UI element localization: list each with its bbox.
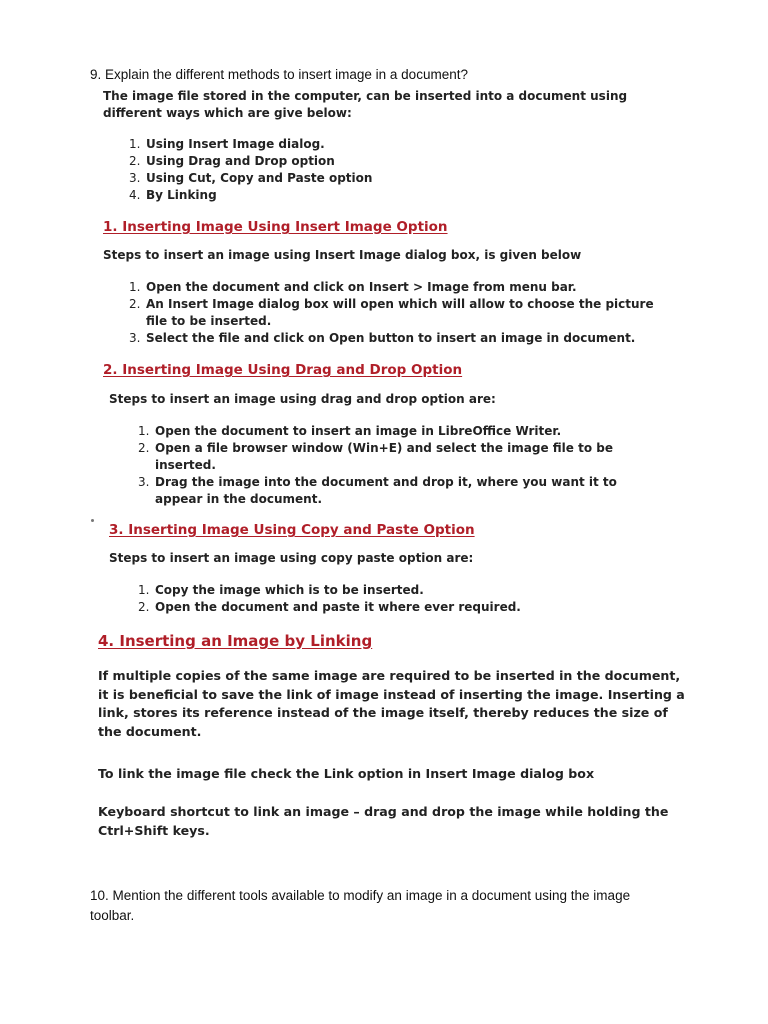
list-item-continuation: file to be inserted.: [146, 314, 272, 328]
list-item-continuation: appear in the document.: [155, 492, 323, 506]
section-1-heading: 1. Inserting Image Using Insert Image Option: [103, 219, 448, 235]
question-9: 9. Explain the different methods to insert image in a document?: [90, 67, 468, 82]
section-2-intro: Steps to insert an image using drag and drop option are:: [109, 392, 496, 406]
intro-line-2: different ways which are give below:: [103, 106, 352, 120]
list-item: 3. Using Cut, Copy and Paste option: [129, 171, 373, 185]
list-item: 1. Using Insert Image dialog.: [129, 137, 325, 151]
question-10-line-1: 10. Mention the different tools available to modify an image in a document using the image: [90, 888, 631, 903]
section-1-intro: Steps to insert an image using Insert Image dialog box, is given below: [103, 248, 582, 262]
intro-line-1: The image file stored in the computer, can be inserted into a document using: [103, 89, 628, 103]
intro-paragraph: [103, 88, 627, 122]
section-3-intro: Steps to insert an image using copy paste option are:: [109, 551, 474, 565]
shortcut-note: [98, 803, 668, 840]
question-10: [90, 886, 630, 926]
methods-list: [129, 136, 372, 204]
list-item: 4. By Linking: [129, 188, 217, 202]
list-item-continuation: inserted.: [155, 458, 216, 472]
section-4-paragraph: [98, 667, 685, 741]
section-4-heading: 4. Inserting an Image by Linking: [98, 632, 373, 650]
stray-dot: [91, 519, 94, 522]
section-2-steps: [138, 423, 617, 508]
question-10-line-2: toolbar.: [90, 908, 135, 923]
section-3-steps: [138, 582, 521, 616]
section-1-steps: [129, 279, 654, 347]
section-2-heading: 2. Inserting Image Using Drag and Drop Option: [103, 362, 463, 378]
list-item: 1. Copy the image which is to be inserted.: [138, 583, 424, 597]
list-item: 2. Open a file browser window (Win+E) and select the image file to be: [138, 441, 613, 455]
list-item: 2. An Insert Image dialog box will open which will allow to choose the picture: [129, 297, 654, 311]
list-item: 3. Select the file and click on Open button to insert an image in document.: [129, 331, 636, 345]
list-item: 3. Drag the image into the document and drop it, where you want it to: [138, 475, 617, 489]
list-item: 1. Open the document and click on Insert > Image from menu bar.: [129, 280, 577, 294]
paragraph-line: it is beneficial to save the link of image instead of inserting the image. Inserting a: [98, 686, 685, 702]
shortcut-line-2: Ctrl+Shift keys.: [98, 822, 210, 838]
paragraph-line: If multiple copies of the same image are required to be inserted in the document,: [98, 668, 681, 683]
list-item: 2. Using Drag and Drop option: [129, 154, 335, 168]
list-item: 1. Open the document to insert an image in LibreOffice Writer.: [138, 424, 562, 438]
paragraph-line: the document.: [98, 723, 202, 739]
paragraph-line: link, stores its reference instead of the image itself, thereby reduces the size of: [98, 705, 668, 720]
shortcut-line-1: Keyboard shortcut to link an image – drag and drop the image while holding the: [98, 804, 669, 819]
section-3-heading: 3. Inserting Image Using Copy and Paste Option: [109, 522, 475, 538]
link-note: To link the image file check the Link option in Insert Image dialog box: [98, 766, 595, 781]
list-item: 2. Open the document and paste it where ever required.: [138, 600, 521, 614]
